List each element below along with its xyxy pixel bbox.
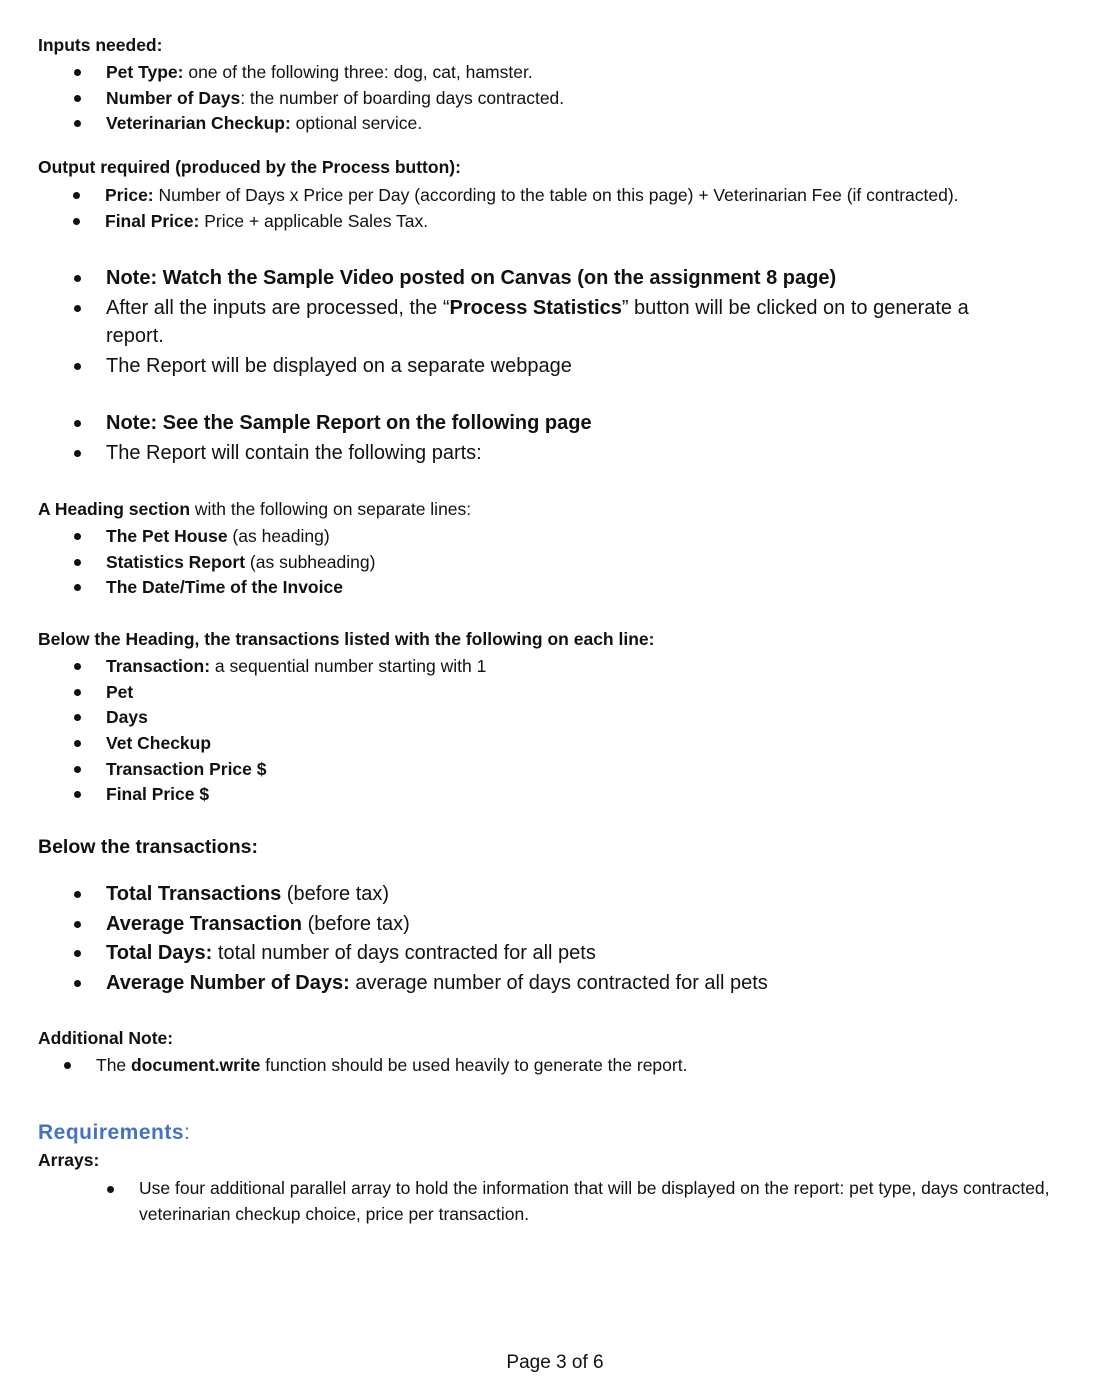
arrays-heading: Arrays: bbox=[38, 1150, 100, 1170]
list-item: The Report will contain the following parts: bbox=[106, 439, 592, 469]
list-item: Price: Number of Days x Price per Day (according to the table on this page) + Veterinarian Fee (if contracted). bbox=[105, 183, 959, 209]
inputs-list bbox=[106, 60, 564, 137]
list-item: Average Transaction (before tax) bbox=[106, 910, 768, 940]
output-heading: Output required (produced by the Process button): bbox=[38, 157, 461, 177]
list-item: Statistics Report (as subheading) bbox=[106, 550, 375, 576]
list-item: Transaction: a sequential number starting with 1 bbox=[106, 654, 486, 680]
list-item: Pet bbox=[106, 680, 486, 706]
list-item: Number of Days: the number of boarding days contracted. bbox=[106, 86, 564, 112]
list-item: The Date/Time of the Invoice bbox=[106, 575, 375, 601]
list-item: Veterinarian Checkup: optional service. bbox=[106, 111, 564, 137]
below-transactions-heading: Below the transactions: bbox=[38, 836, 258, 858]
output-list bbox=[105, 183, 959, 234]
list-item: Vet Checkup bbox=[106, 731, 486, 757]
requirements-title: Requirements: bbox=[38, 1121, 191, 1144]
list-item: Average Number of Days: average number of days contracted for all pets bbox=[106, 969, 768, 999]
below-transactions-list bbox=[106, 880, 768, 998]
additional-note-heading: Additional Note: bbox=[38, 1028, 174, 1048]
list-item: Use four additional parallel array to hold the information that will be displayed on the report: pet type, days contracted, veterinarian checkup choice, price per transaction. bbox=[139, 1175, 1054, 1227]
report-notes-list bbox=[106, 409, 592, 468]
list-item: Total Days: total number of days contracted for all pets bbox=[106, 939, 768, 969]
video-notes-list bbox=[106, 264, 1006, 381]
list-item: The Pet House (as heading) bbox=[106, 524, 375, 550]
list-item: Final Price $ bbox=[106, 782, 486, 808]
inputs-heading: Inputs needed: bbox=[38, 35, 163, 55]
heading-section-list bbox=[106, 524, 375, 601]
transactions-list bbox=[106, 654, 486, 808]
list-item: Note: Watch the Sample Video posted on Canvas (on the assignment 8 page) bbox=[106, 264, 1006, 294]
list-item: The document.write function should be used heavily to generate the report. bbox=[96, 1053, 687, 1079]
list-item: Transaction Price $ bbox=[106, 757, 486, 783]
list-item: After all the inputs are processed, the “Process Statistics” button will be clicked on to generate a report. bbox=[106, 294, 1006, 351]
additional-note-list bbox=[96, 1053, 687, 1079]
list-item: Final Price: Price + applicable Sales Tax. bbox=[105, 209, 959, 235]
list-item: Total Transactions (before tax) bbox=[106, 880, 768, 910]
list-item: Pet Type: one of the following three: dog, cat, hamster. bbox=[106, 60, 564, 86]
transactions-heading: Below the Heading, the transactions listed with the following on each line: bbox=[38, 629, 655, 649]
list-item: Note: See the Sample Report on the following page bbox=[106, 409, 592, 439]
arrays-list bbox=[139, 1175, 1054, 1227]
heading-section-heading: A Heading section with the following on separate lines: bbox=[38, 499, 472, 519]
list-item: Days bbox=[106, 705, 486, 731]
page-number: Page 3 of 6 bbox=[506, 1352, 604, 1373]
list-item: The Report will be displayed on a separate webpage bbox=[106, 352, 1006, 382]
